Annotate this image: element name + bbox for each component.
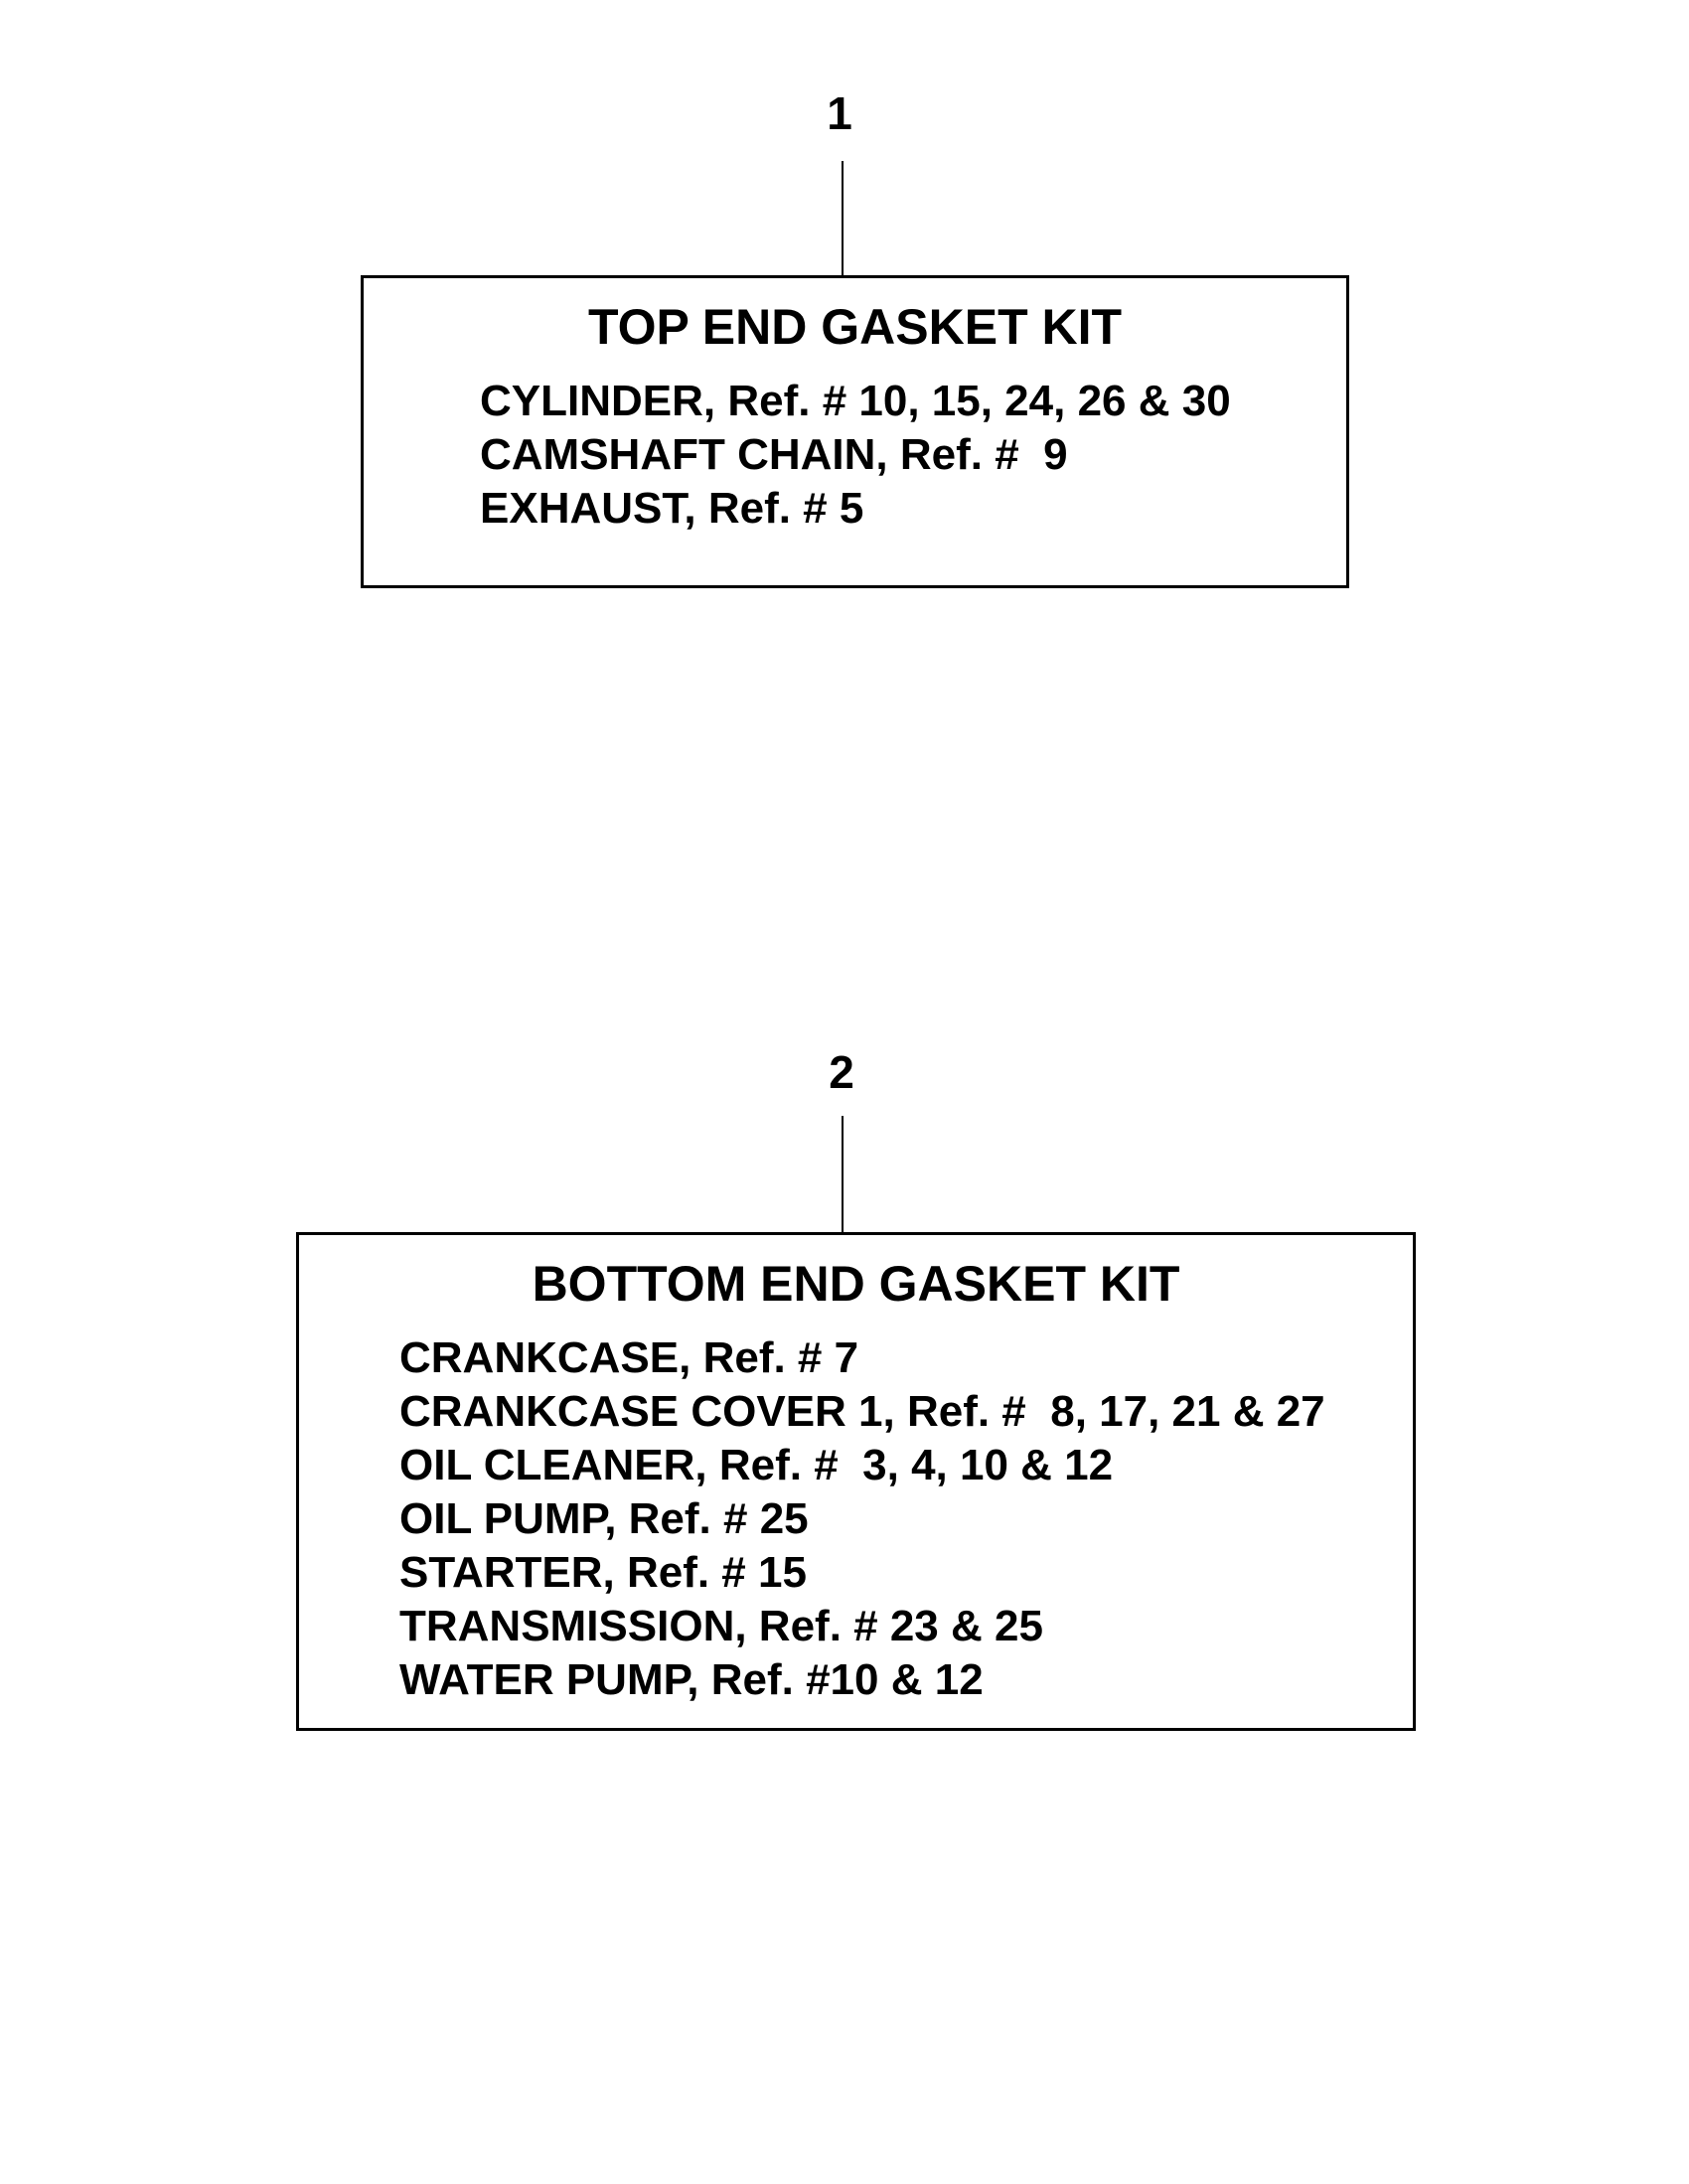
callout-leader-line-2 xyxy=(842,1116,844,1232)
kit-title: TOP END GASKET KIT xyxy=(587,299,1123,355)
kit-item: WATER PUMP, Ref. #10 & 12 xyxy=(399,1655,984,1704)
bottom-end-gasket-kit-box xyxy=(296,1232,1416,1731)
kit-item-list xyxy=(299,1331,1413,1707)
kit-title: BOTTOM END GASKET KIT xyxy=(532,1256,1180,1312)
kit-item: EXHAUST, Ref. # 5 xyxy=(480,484,864,533)
callout-number-2: 2 xyxy=(829,1046,854,1098)
kit-item: OIL PUMP, Ref. # 25 xyxy=(399,1494,809,1543)
kit-item: CAMSHAFT CHAIN, Ref. # 9 xyxy=(480,430,1068,479)
kit-item: CRANKCASE COVER 1, Ref. # 8, 17, 21 & 27 xyxy=(399,1387,1325,1436)
kit-item: OIL CLEANER, Ref. # 3, 4, 10 & 12 xyxy=(399,1441,1114,1489)
callout-leader-line-1 xyxy=(842,161,844,275)
top-end-gasket-kit-box xyxy=(361,275,1349,588)
kit-item: TRANSMISSION, Ref. # 23 & 25 xyxy=(399,1602,1043,1650)
kit-item-list xyxy=(364,375,1346,536)
kit-item: CRANKCASE, Ref. # 7 xyxy=(399,1333,859,1382)
kit-item: STARTER, Ref. # 15 xyxy=(399,1548,807,1597)
kit-item: CYLINDER, Ref. # 10, 15, 24, 26 & 30 xyxy=(480,377,1231,425)
callout-number-1: 1 xyxy=(827,87,852,139)
